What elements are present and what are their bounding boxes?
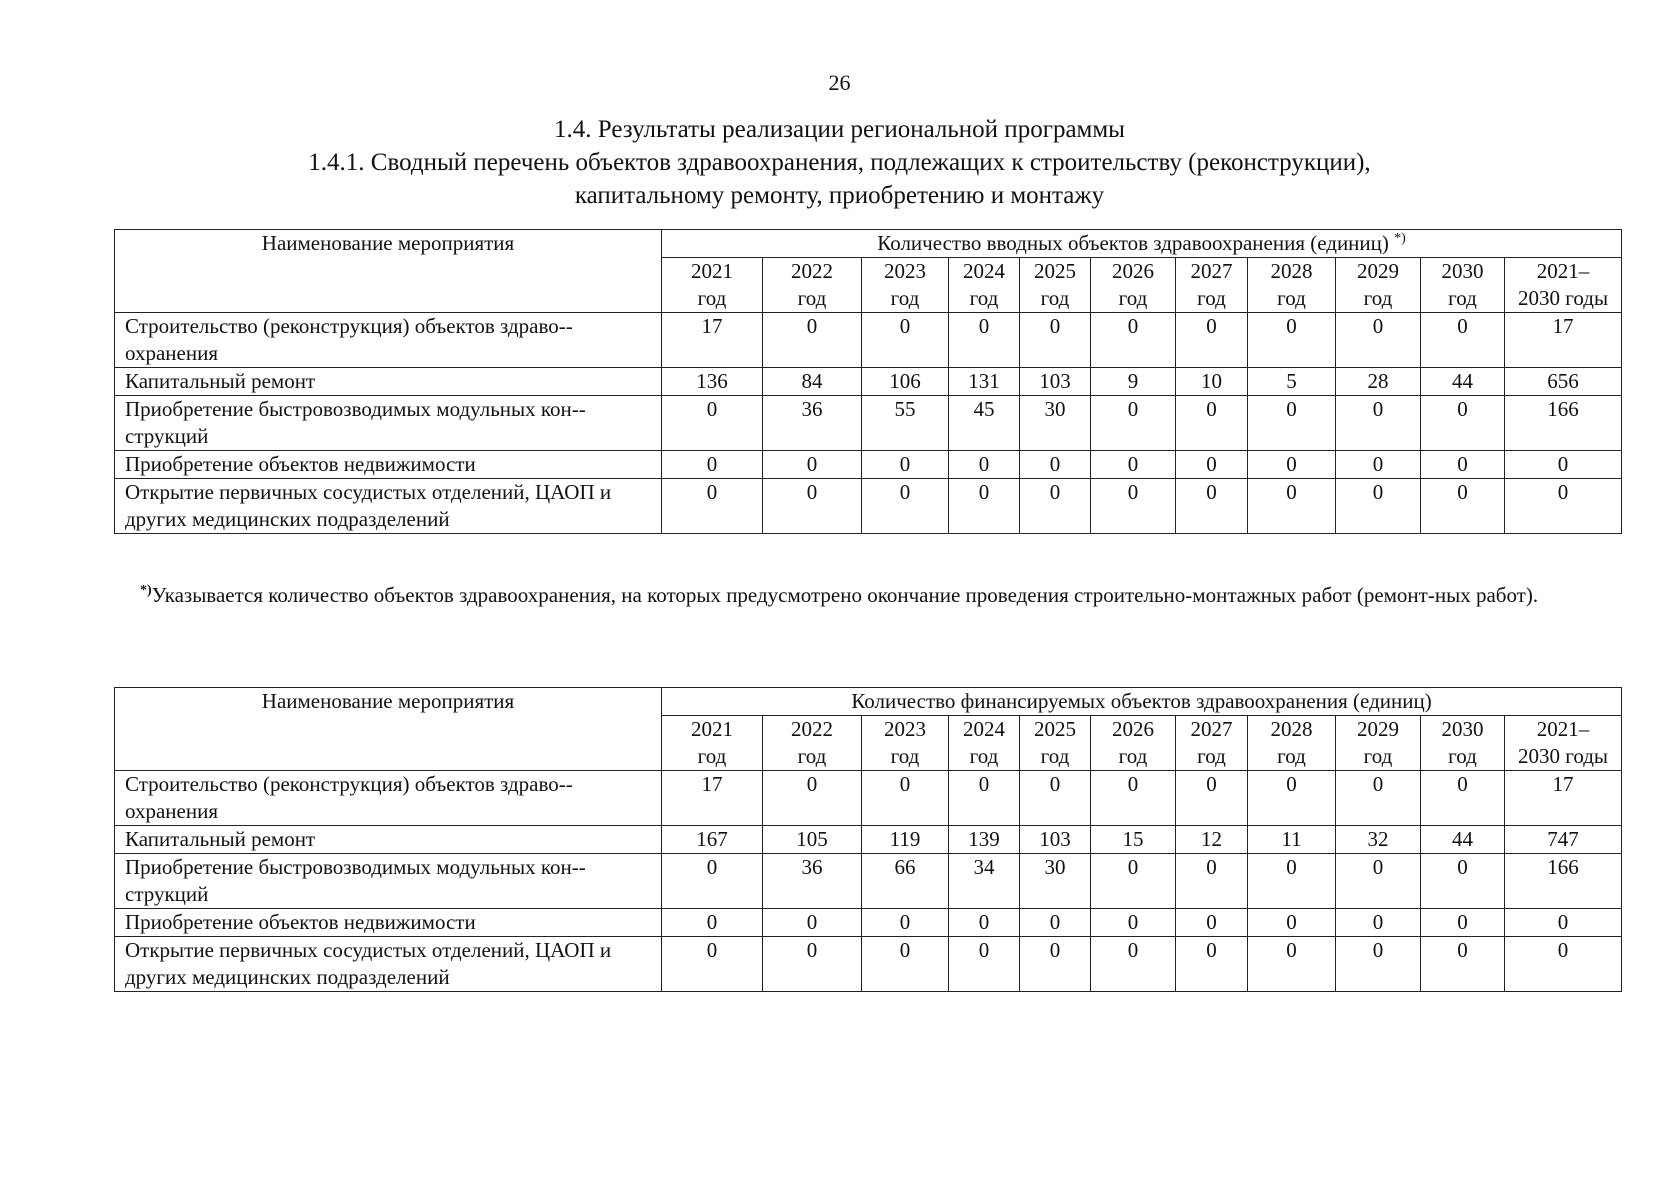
table-cell: 0 [1421,909,1505,937]
table-cell: 0 [1091,479,1176,534]
table-cell: 0 [862,313,949,368]
table-row [115,396,1622,451]
table-cell: 0 [662,909,763,937]
column-header-name: Наименование мероприятия [115,688,662,771]
table-cell: 0 [1020,313,1091,368]
table-commissioned-objects [114,229,1622,534]
table-cell: 0 [1248,771,1336,826]
table-cell: 0 [1421,854,1505,909]
table-cell: 0 [1020,771,1091,826]
year-label: 2025 [1034,717,1076,741]
table-cell: 0 [1505,909,1622,937]
year-label: 2024 [963,717,1005,741]
table-cell: 32 [1336,826,1421,854]
page-number: 26 [828,70,851,95]
table-cell: 17 [662,771,763,826]
table-cell: 44 [1421,826,1505,854]
column-header-name: Наименование мероприятия [115,230,662,313]
footnote-reference-mark: *) [1394,231,1406,246]
year-unit-label: год [797,286,827,310]
table-cell: 0 [1091,451,1176,479]
year-label: 2023 [884,259,926,283]
year-label: 2024 [963,259,1005,283]
year-unit-label: год [1197,286,1226,310]
table-row [115,451,1622,479]
table-cell: 0 [1336,937,1421,992]
column-header-year [1248,716,1336,771]
table-cell: 9 [1091,368,1176,396]
year-label: 2027 [1190,717,1233,741]
year-label: 2028 [1270,259,1313,283]
year-unit-label: год [797,744,827,768]
year-label: 2026 [1112,259,1154,283]
table-cell: 0 [1176,937,1248,992]
year-label: 2029 [1357,717,1399,741]
year-label: 2022 [791,259,833,283]
row-label: Приобретение быстровозводимых модульных кон-струкций [115,396,662,451]
table-cell: 0 [1091,313,1176,368]
year-unit-label: год [890,744,920,768]
header-row [115,230,1622,258]
table-cell: 106 [862,368,949,396]
table-row [115,826,1622,854]
table-cell: 0 [1020,479,1091,534]
table-cell: 0 [1091,854,1176,909]
column-header-year [1336,716,1421,771]
column-header-year [662,258,763,313]
column-header-year [1176,258,1248,313]
heading-line-3: капитальному ремонту, приобретению и монтажу [574,182,1105,209]
column-header-year [1505,258,1622,313]
row-label: Капитальный ремонт [115,826,662,854]
table-cell: 0 [949,909,1020,937]
column-header-year [1176,716,1248,771]
year-unit-label: год [697,744,727,768]
table-cell: 66 [862,854,949,909]
table-cell: 0 [862,479,949,534]
table-cell: 119 [862,826,949,854]
column-header-year [949,258,1020,313]
table-cell: 0 [1421,771,1505,826]
table-cell: 0 [1505,937,1622,992]
table-cell: 0 [949,313,1020,368]
year-label: 2023 [884,717,926,741]
heading-line-2: 1.4.1. Сводный перечень объектов здравоохранения, подлежащих к строительству (реконструкции), [308,149,1371,176]
table-cell: 12 [1176,826,1248,854]
column-group-header-text: Количество финансируемых объектов здравоохранения (единиц) [851,689,1432,713]
year-label: 2026 [1112,717,1154,741]
column-header-year [1020,716,1091,771]
year-label: 2025 [1034,259,1076,283]
table-cell: 0 [763,937,862,992]
column-header-year [949,716,1020,771]
year-label: 2022 [791,717,833,741]
table-cell: 45 [949,396,1020,451]
table-cell: 0 [1176,313,1248,368]
year-unit-label: год [969,286,999,310]
year-label: 2030 [1441,259,1484,283]
table-cell: 0 [1336,854,1421,909]
year-unit-label: год [1363,286,1393,310]
table-cell: 0 [763,909,862,937]
table-cell: 136 [662,368,763,396]
table-cell: 0 [1248,909,1336,937]
year-unit-label: год [1277,286,1306,310]
row-label: Приобретение объектов недвижимости [115,909,662,937]
table-cell: 17 [662,313,763,368]
header-row [115,688,1622,716]
year-unit-label: год [1040,744,1070,768]
table-cell: 17 [1505,313,1622,368]
table-cell: 0 [949,937,1020,992]
table-cell: 84 [763,368,862,396]
table-cell: 167 [662,826,763,854]
row-label: Открытие первичных сосудистых отделений, ЦАОП и других медицинских подразделений [115,937,662,992]
table-row [115,854,1622,909]
table-cell: 656 [1505,368,1622,396]
column-group-header [662,230,1622,258]
table-cell: 0 [1421,937,1505,992]
row-label: Приобретение объектов недвижимости [115,451,662,479]
year-unit-label: год [1118,744,1148,768]
table-row [115,909,1622,937]
table-cell: 36 [763,854,862,909]
table-cell: 103 [1020,826,1091,854]
table-cell: 0 [949,479,1020,534]
table-cell: 0 [862,771,949,826]
table-cell: 0 [1176,479,1248,534]
table-cell: 0 [1248,479,1336,534]
table-cell: 0 [1248,396,1336,451]
year-label: 2030 [1441,717,1484,741]
table-cell: 0 [949,451,1020,479]
table-cell: 0 [1336,909,1421,937]
table-cell: 105 [763,826,862,854]
row-label: Строительство (реконструкция) объектов здраво-охранения [115,771,662,826]
table-cell: 0 [1176,909,1248,937]
table-cell: 0 [662,451,763,479]
table-row [115,937,1622,992]
table-cell: 131 [949,368,1020,396]
table-cell: 0 [1020,451,1091,479]
year-label: 2021– [1536,717,1590,741]
table-cell: 0 [1091,909,1176,937]
table-cell: 10 [1176,368,1248,396]
section-heading [0,113,1679,212]
table-cell: 0 [662,396,763,451]
column-header-year [1336,258,1421,313]
table-cell: 17 [1505,771,1622,826]
table-cell: 0 [1421,396,1505,451]
table-cell: 0 [1020,937,1091,992]
table-cell: 11 [1248,826,1336,854]
table-cell: 0 [1336,451,1421,479]
table-cell: 44 [1421,368,1505,396]
table-cell: 0 [763,313,862,368]
table-cell: 30 [1020,854,1091,909]
table-cell: 0 [662,479,763,534]
table-cell: 0 [1336,396,1421,451]
column-header-year [662,716,763,771]
table-cell: 747 [1505,826,1622,854]
table-cell: 0 [1505,479,1622,534]
year-label: 2028 [1270,717,1313,741]
column-header-year [862,716,949,771]
table-cell: 15 [1091,826,1176,854]
table-cell: 0 [1248,451,1336,479]
year-unit-label: год [697,286,727,310]
row-label: Открытие первичных сосудистых отделений, ЦАОП и других медицинских подразделений [115,479,662,534]
table-cell: 166 [1505,396,1622,451]
row-label: Строительство (реконструкция) объектов здраво-охранения [115,313,662,368]
column-header-year [763,258,862,313]
row-label: Приобретение быстровозводимых модульных кон-струкций [115,854,662,909]
column-header-year [1421,258,1505,313]
table-row [115,771,1622,826]
year-unit-label: год [1277,744,1306,768]
table-cell: 0 [1176,854,1248,909]
table-cell: 0 [1091,771,1176,826]
year-label: 2029 [1357,259,1399,283]
year-unit-label: год [1197,744,1226,768]
table-cell: 0 [1020,909,1091,937]
table-cell: 36 [763,396,862,451]
year-unit-label: год [1448,286,1477,310]
column-header-year [763,716,862,771]
table-cell: 0 [862,909,949,937]
table-cell: 0 [1421,479,1505,534]
year-unit-label: 2030 годы [1518,286,1609,310]
table-cell: 55 [862,396,949,451]
table-cell: 0 [1248,854,1336,909]
column-header-year [1248,258,1336,313]
table-cell: 28 [1336,368,1421,396]
year-unit-label: год [969,744,999,768]
table-cell: 0 [862,937,949,992]
table-cell: 30 [1020,396,1091,451]
table-cell: 0 [1176,771,1248,826]
year-label: 2021– [1536,259,1590,283]
column-group-header [662,688,1622,716]
column-header-year [1421,716,1505,771]
footnote-mark: *) [140,583,152,598]
year-unit-label: год [1363,744,1393,768]
table-cell: 0 [1421,313,1505,368]
table-cell: 139 [949,826,1020,854]
table-cell: 0 [1336,771,1421,826]
table-cell: 5 [1248,368,1336,396]
table-row [115,368,1622,396]
table-row [115,313,1622,368]
table-cell: 0 [949,771,1020,826]
table-cell: 34 [949,854,1020,909]
table-cell: 0 [1336,479,1421,534]
year-label: 2027 [1190,259,1233,283]
table-cell: 0 [1176,451,1248,479]
table-cell: 0 [1091,396,1176,451]
table-cell: 0 [1091,937,1176,992]
table-cell: 0 [1248,313,1336,368]
table-cell: 0 [1176,396,1248,451]
year-unit-label: год [1040,286,1070,310]
year-unit-label: год [1118,286,1148,310]
table-cell: 0 [1505,451,1622,479]
footnote [114,576,1621,610]
year-unit-label: 2030 годы [1518,744,1609,768]
row-label: Капитальный ремонт [115,368,662,396]
heading-line-1: 1.4. Результаты реализации региональной программы [554,116,1125,143]
year-unit-label: год [1448,744,1477,768]
column-group-header-text: Количество вводных объектов здравоохранения (единиц) [877,231,1389,255]
table-cell: 103 [1020,368,1091,396]
column-header-year [1505,716,1622,771]
column-header-year [1020,258,1091,313]
column-header-year [862,258,949,313]
table-cell: 0 [763,479,862,534]
table-cell: 0 [763,451,862,479]
table-cell: 0 [1336,313,1421,368]
table-cell: 0 [662,854,763,909]
table-cell: 0 [1421,451,1505,479]
column-header-year [1091,258,1176,313]
table-row [115,479,1622,534]
year-label: 2021 [691,717,733,741]
table-cell: 0 [1248,937,1336,992]
table-cell: 0 [862,451,949,479]
table-cell: 166 [1505,854,1622,909]
table-financed-objects [114,687,1622,992]
table-cell: 0 [763,771,862,826]
column-header-year [1091,716,1176,771]
year-unit-label: год [890,286,920,310]
footnote-text: Указывается количество объектов здравоохранения, на которых предусмотрено окончание проведения строительно-монтажных работ (ремонт-ных работ). [151,583,1539,607]
year-label: 2021 [691,259,733,283]
table-cell: 0 [662,937,763,992]
